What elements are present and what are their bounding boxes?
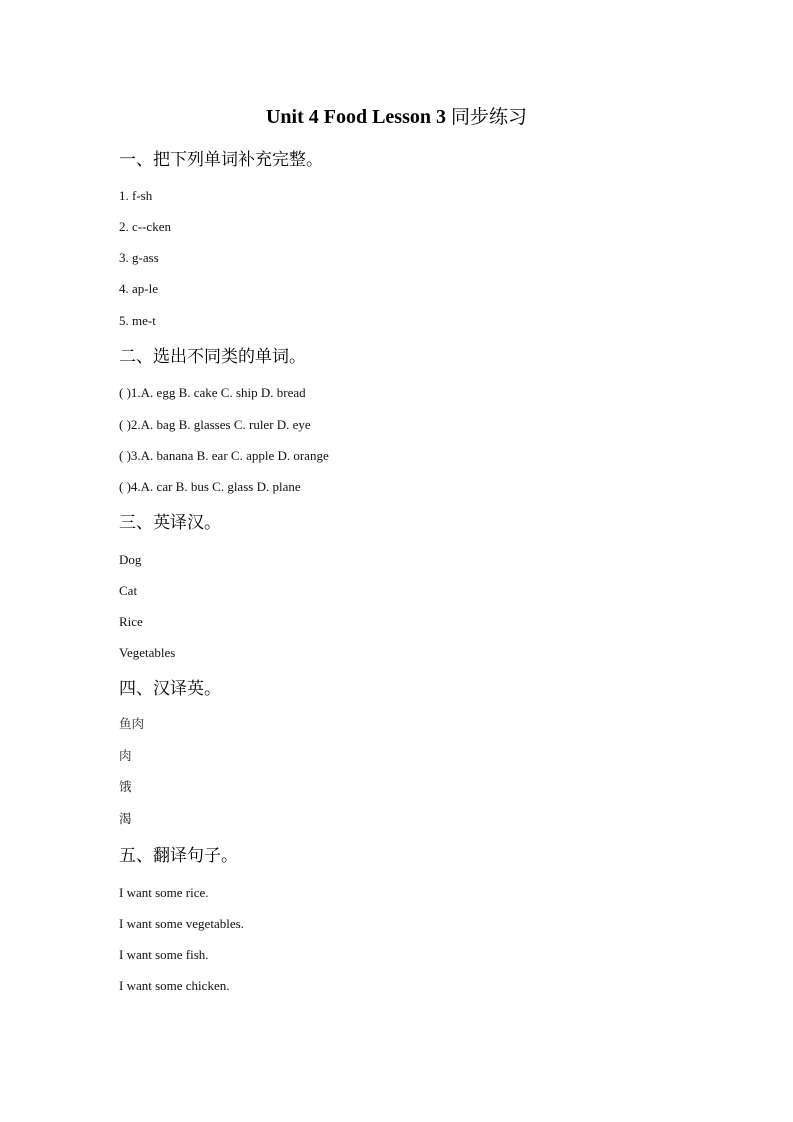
section-1-item: 5. me-t <box>119 313 156 328</box>
section-4-item: 渴 <box>119 811 132 826</box>
section-5-item: I want some rice. <box>119 885 209 900</box>
section-1-item: 3. g-ass <box>119 250 159 265</box>
section-5-heading: 五、翻译句子。 <box>119 846 238 866</box>
section-1-item: 4. ap-le <box>119 281 158 296</box>
section-3-item: Dog <box>119 552 142 567</box>
section-4-item: 饿 <box>119 779 132 794</box>
section-3-item: Rice <box>119 614 143 629</box>
section-3-item: Vegetables <box>119 645 176 660</box>
title-english: Unit 4 Food Lesson 3 <box>265 106 451 128</box>
section-5-item: I want some vegetables. <box>119 916 244 931</box>
section-3-heading: 三、英译汉。 <box>119 513 221 533</box>
section-5-item: I want some chicken. <box>119 978 230 993</box>
section-1-item: 1. f-sh <box>119 188 153 203</box>
document-title <box>0 104 793 130</box>
section-2-item: ( )4.A. car B. bus C. glass D. plane <box>119 479 301 494</box>
section-4-heading: 四、汉译英。 <box>119 679 221 699</box>
section-5-item: I want some fish. <box>119 947 209 962</box>
section-2-heading: 二、选出不同类的单词。 <box>119 347 306 367</box>
section-1-heading: 一、把下列单词补充完整。 <box>119 150 323 170</box>
section-4-item: 鱼肉 <box>119 716 145 731</box>
section-3-item: Cat <box>119 583 138 598</box>
section-1-item: 2. c--cken <box>119 219 171 234</box>
section-2-item: ( )2.A. bag B. glasses C. ruler D. eye <box>119 417 311 432</box>
title-chinese: 同步练习 <box>451 106 528 128</box>
section-4-item: 肉 <box>119 748 132 763</box>
section-2-item: ( )3.A. banana B. ear C. apple D. orange <box>119 448 329 463</box>
section-2-item: ( )1.A. egg B. cake C. ship D. bread <box>119 385 306 400</box>
